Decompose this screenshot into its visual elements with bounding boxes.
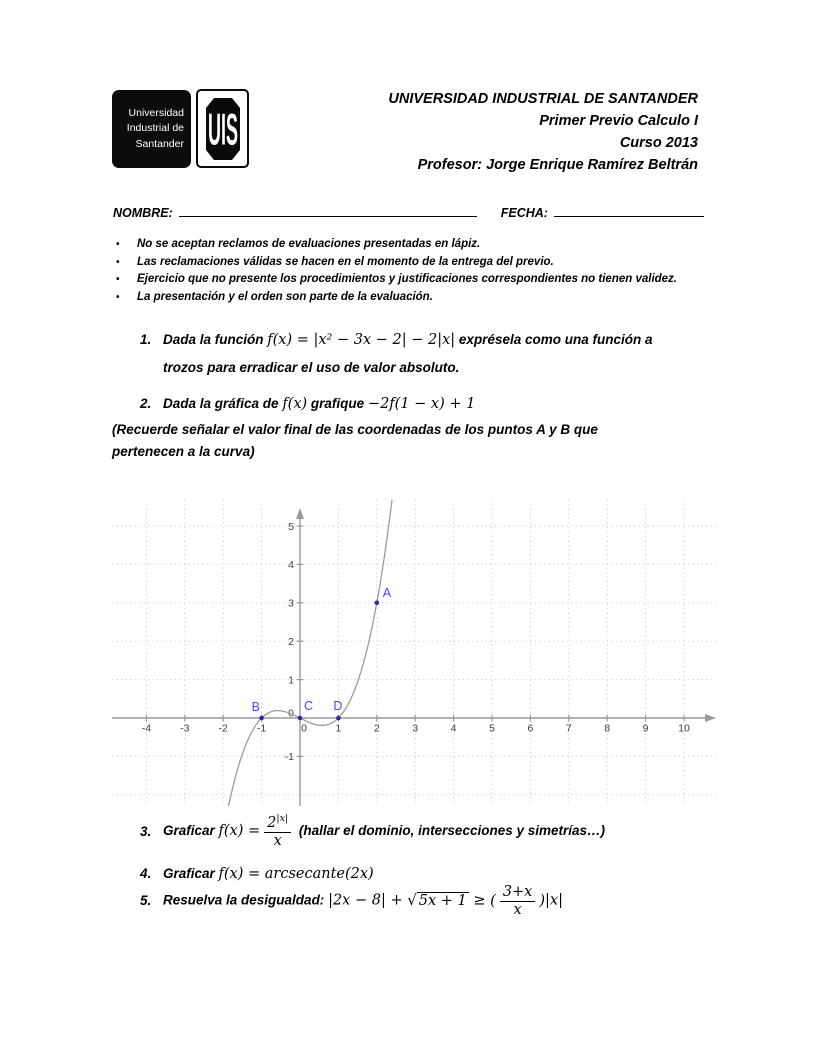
y-zero-label: 0: [288, 707, 294, 720]
x-tick-label: -1: [256, 722, 267, 735]
x-tick-label: -2: [218, 722, 228, 735]
problem-3: [140, 814, 740, 849]
y-axis-arrow-icon: [296, 508, 304, 519]
problem-text-post-2: trozos para erradicar el uso de valor absoluto.: [163, 360, 460, 375]
problem-text-pre: Resuelva la desigualdad:: [163, 892, 329, 908]
x-axis-arrow-icon: [705, 714, 716, 722]
geq-symbol: ≥: [468, 892, 491, 909]
math-lhs: f(x) =: [218, 823, 261, 840]
rule-item: [116, 254, 716, 272]
problem-text: [163, 326, 715, 382]
y-tick-label: 5: [288, 520, 294, 533]
y-tick-label: 4: [288, 559, 294, 572]
logo-line: Industrial de: [126, 122, 184, 135]
problem-number: 2.: [140, 396, 152, 411]
y-tick-label: 3: [288, 597, 294, 610]
svg-text:UIS: UIS: [207, 104, 238, 155]
x-tick-label: 10: [678, 722, 690, 735]
math-expression: f(x) = arcsecante(2x): [218, 866, 374, 882]
name-date-row: [113, 205, 698, 220]
problem-number: 4.: [140, 866, 152, 881]
date-label: FECHA:: [500, 206, 548, 220]
fraction-denominator: x: [513, 901, 522, 918]
header-exam-title: Primer Previo Calculo I: [539, 113, 698, 129]
bullet-icon: •: [116, 291, 120, 303]
bullet-icon: •: [116, 239, 120, 250]
problem-text-pre: Graficar: [163, 823, 219, 839]
header-course: Curso 2013: [619, 135, 698, 151]
problem-text-pre: Dada la gráfica de: [163, 396, 283, 411]
x-tick-label: 2: [373, 722, 380, 735]
logo-line: Santander: [135, 137, 184, 150]
x-tick-label: 9: [642, 722, 649, 735]
date-field-line: [554, 205, 704, 217]
math-expression: −2f(1 − x) + 1: [367, 396, 476, 412]
problem-text-post: (hallar el dominio, intersecciones y simetrías…): [295, 823, 606, 839]
point-C: [298, 716, 303, 721]
rule-text: Las reclamaciones válidas se hacen en el momento de la entrega del previo.: [137, 255, 554, 268]
x-tick-label: -4: [141, 722, 152, 735]
point-D: [336, 716, 341, 721]
math-expression: f(x) = |x² − 3x − 2| − 2|x|: [267, 332, 456, 348]
x-tick-label: 7: [565, 722, 572, 735]
x-tick-label: 8: [604, 722, 611, 735]
function-graph: [112, 500, 716, 806]
problem-text-pre: Graficar: [163, 866, 219, 881]
exam-rules-list: [116, 236, 716, 306]
x-tick-label: 6: [527, 722, 534, 735]
radical-icon: √: [407, 890, 417, 909]
rule-text: No se aceptan reclamos de evaluaciones presentadas en lápiz.: [137, 238, 481, 250]
close-paren: ): [539, 893, 546, 910]
uis-wordmark-logo: [112, 90, 191, 168]
logo-line: Universidad: [128, 106, 184, 119]
problem-text-post: exprésela como una función a: [455, 332, 653, 347]
note-line: (Recuerde señalar el valor final de las coordenadas de los puntos A y B que: [112, 422, 598, 437]
fraction: [500, 884, 536, 918]
bullet-icon: •: [116, 256, 120, 268]
frac-base: 2: [267, 814, 277, 831]
rule-text: La presentación y el orden son parte de la evaluación.: [137, 290, 433, 303]
x-tick-label: -3: [180, 722, 190, 735]
fraction-numerator: [264, 814, 291, 833]
math-abs-term: |2x − 8| +: [328, 892, 408, 909]
fraction-denominator: x: [273, 832, 282, 849]
header-professor: Profesor: Jorge Enrique Ramírez Beltrán: [417, 157, 698, 173]
problem-number: 3.: [140, 823, 152, 839]
rule-text: Ejercicio que no presente los procedimientos y justificaciones correspondientes no tienen validez.: [137, 273, 678, 285]
point-label-C: C: [304, 699, 314, 713]
y-tick-label: 1: [288, 674, 294, 687]
x-tick-label: 4: [450, 722, 457, 735]
x-tick-label: 1: [335, 722, 342, 735]
problem-5: [140, 884, 780, 918]
point-label-B: B: [251, 700, 260, 714]
problem-number: 1.: [140, 332, 152, 347]
rule-item: [116, 236, 716, 254]
math-abs-x: |x|: [545, 892, 563, 909]
y-tick-label: -1: [284, 751, 294, 764]
fraction-numerator: 3+x: [500, 884, 536, 902]
sqrt-expression: [407, 890, 469, 909]
problem-1: [140, 326, 715, 382]
name-field-line: [179, 205, 477, 217]
note-line: pertenecen a la curva): [112, 444, 255, 459]
document-header: [228, 88, 698, 176]
frac-exponent: |x|: [276, 813, 289, 824]
open-paren: (: [490, 893, 496, 910]
problem-text-mid: grafique: [307, 396, 368, 411]
point-label-A: A: [382, 585, 392, 600]
curve-path: [225, 500, 393, 806]
function-graph-svg: [112, 500, 716, 806]
problem-text: [163, 884, 780, 918]
problem-text: [163, 390, 715, 418]
x-tick-label: 3: [412, 722, 419, 735]
point-A: [375, 601, 380, 606]
bullet-icon: •: [116, 274, 120, 285]
header-university: UNIVERSIDAD INDUSTRIAL DE SANTANDER: [388, 91, 698, 107]
reminder-note: [112, 419, 712, 463]
problem-text: [163, 814, 740, 849]
sqrt-content: 5x + 1: [418, 892, 467, 909]
name-label: NOMBRE:: [113, 206, 173, 220]
fraction: [264, 814, 291, 849]
math-fx: f(x): [282, 396, 308, 412]
problem-number: 5.: [140, 893, 152, 909]
x-tick-label: 0: [301, 722, 307, 735]
rule-item: [116, 271, 716, 289]
problem-2: [140, 390, 715, 418]
point-B: [259, 716, 264, 721]
problem-text-pre: Dada la función: [163, 332, 268, 347]
rule-item: [116, 289, 716, 307]
point-label-D: D: [333, 699, 343, 713]
x-tick-label: 5: [489, 722, 495, 735]
y-tick-label: 2: [288, 636, 294, 648]
